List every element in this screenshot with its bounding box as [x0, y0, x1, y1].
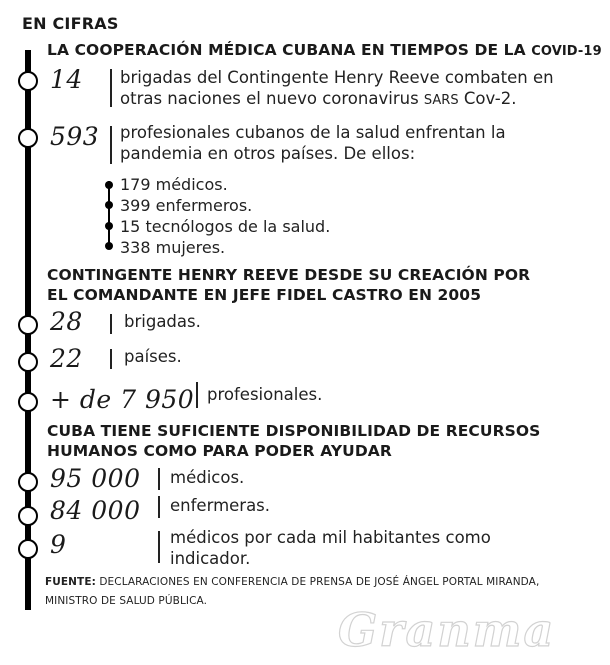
stat-desc-7950: profesionales.: [207, 385, 323, 404]
subitem-list: [120, 174, 330, 258]
section3-heading: [47, 421, 540, 461]
stat-number-84000: 84 000: [50, 496, 141, 525]
source-label: FUENTE:: [45, 576, 96, 588]
section1-heading: [47, 40, 602, 62]
stat-separator: [110, 314, 112, 334]
subitem-bullet: [105, 181, 113, 189]
stat-desc-95000: médicos.: [170, 468, 245, 487]
source-line2: MINISTRO DE SALUD PÚBLICA.: [45, 595, 208, 607]
subitem-bullet: [105, 222, 113, 230]
stat-desc-84000: enfermeras.: [170, 496, 271, 515]
stat-number-95000: 95 000: [50, 464, 141, 493]
subitem-bullet: [105, 242, 113, 250]
granma-watermark: Granma: [338, 603, 556, 657]
subitem-mujeres: 338 mujeres.: [120, 238, 226, 257]
timeline-node-9: [18, 539, 38, 559]
section3-heading-line2: HUMANOS COMO PARA PODER AYUDAR: [47, 442, 392, 460]
section2-heading: [47, 265, 530, 305]
subitem-medicos: 179 médicos.: [120, 175, 228, 194]
timeline-node-95000: [18, 472, 38, 492]
timeline-node-84000: [18, 506, 38, 526]
stat-number-7950: + de 7 950: [50, 385, 195, 414]
stat-number-593: 593: [50, 122, 100, 151]
stat-separator: [158, 531, 160, 563]
stat-separator: [110, 69, 112, 107]
stat-number-9: 9: [50, 530, 67, 559]
section1-heading-main: LA COOPERACIÓN MÉDICA CUBANA EN TIEMPOS DE LA: [47, 41, 526, 59]
page-title: EN CIFRAS: [22, 14, 119, 33]
timeline-node-28: [18, 315, 38, 335]
stat-separator: [158, 496, 160, 518]
timeline-node-22: [18, 352, 38, 372]
stat-separator: [110, 126, 112, 164]
stat-desc-593-line2: pandemia en otros países. De ellos:: [120, 144, 416, 163]
subitem-bullet: [105, 201, 113, 209]
stat-separator: [196, 382, 198, 408]
stat-desc-9: [170, 527, 491, 569]
stat-desc-22: países.: [124, 347, 182, 366]
stat-number-22: 22: [50, 344, 83, 373]
stat-desc-14-sars: SARS: [423, 93, 459, 108]
stat-number-14: 14: [50, 65, 83, 94]
stat-desc-9-line2: indicador.: [170, 549, 251, 568]
section1-heading-covid: COVID-19: [531, 44, 602, 59]
subitem-enfermeros: 399 enfermeros.: [120, 196, 253, 215]
timeline-node-7950: [18, 392, 38, 412]
stat-desc-14-line1: brigadas del Contingente Henry Reeve combaten en: [120, 68, 554, 87]
subitem-spine: [108, 181, 110, 247]
stat-desc-593-line1: profesionales cubanos de la salud enfrentan la: [120, 123, 506, 142]
stat-separator: [158, 468, 160, 490]
stat-desc-28: brigadas.: [124, 312, 201, 331]
source-line1: [45, 573, 539, 592]
timeline-node-14: [18, 71, 38, 91]
section2-heading-line1: CONTINGENTE HENRY REEVE DESDE SU CREACIÓN POR: [47, 266, 531, 284]
stat-desc-9-line1: médicos por cada mil habitantes como: [170, 528, 491, 547]
timeline-node-593: [18, 128, 38, 148]
stat-desc-14: [120, 67, 554, 111]
stat-desc-593: [120, 122, 506, 164]
section2-heading-line2: EL COMANDANTE EN JEFE FIDEL CASTRO EN 2005: [47, 286, 482, 304]
stat-number-28: 28: [50, 307, 83, 336]
stat-desc-14-line2-post: Cov-2.: [458, 89, 517, 108]
stat-separator: [110, 349, 112, 369]
stat-desc-14-line2-pre: otras naciones el nuevo coronavirus: [120, 89, 424, 108]
subitem-tecnologos: 15 tecnólogos de la salud.: [120, 217, 331, 236]
section3-heading-line1: CUBA TIENE SUFICIENTE DISPONIBILIDAD DE RECURSOS: [47, 422, 541, 440]
stat-desc-14-line2: [120, 88, 554, 111]
source-text: DECLARACIONES EN CONFERENCIA DE PRENSA DE JOSÉ ÁNGEL PORTAL MIRANDA,: [95, 576, 540, 588]
